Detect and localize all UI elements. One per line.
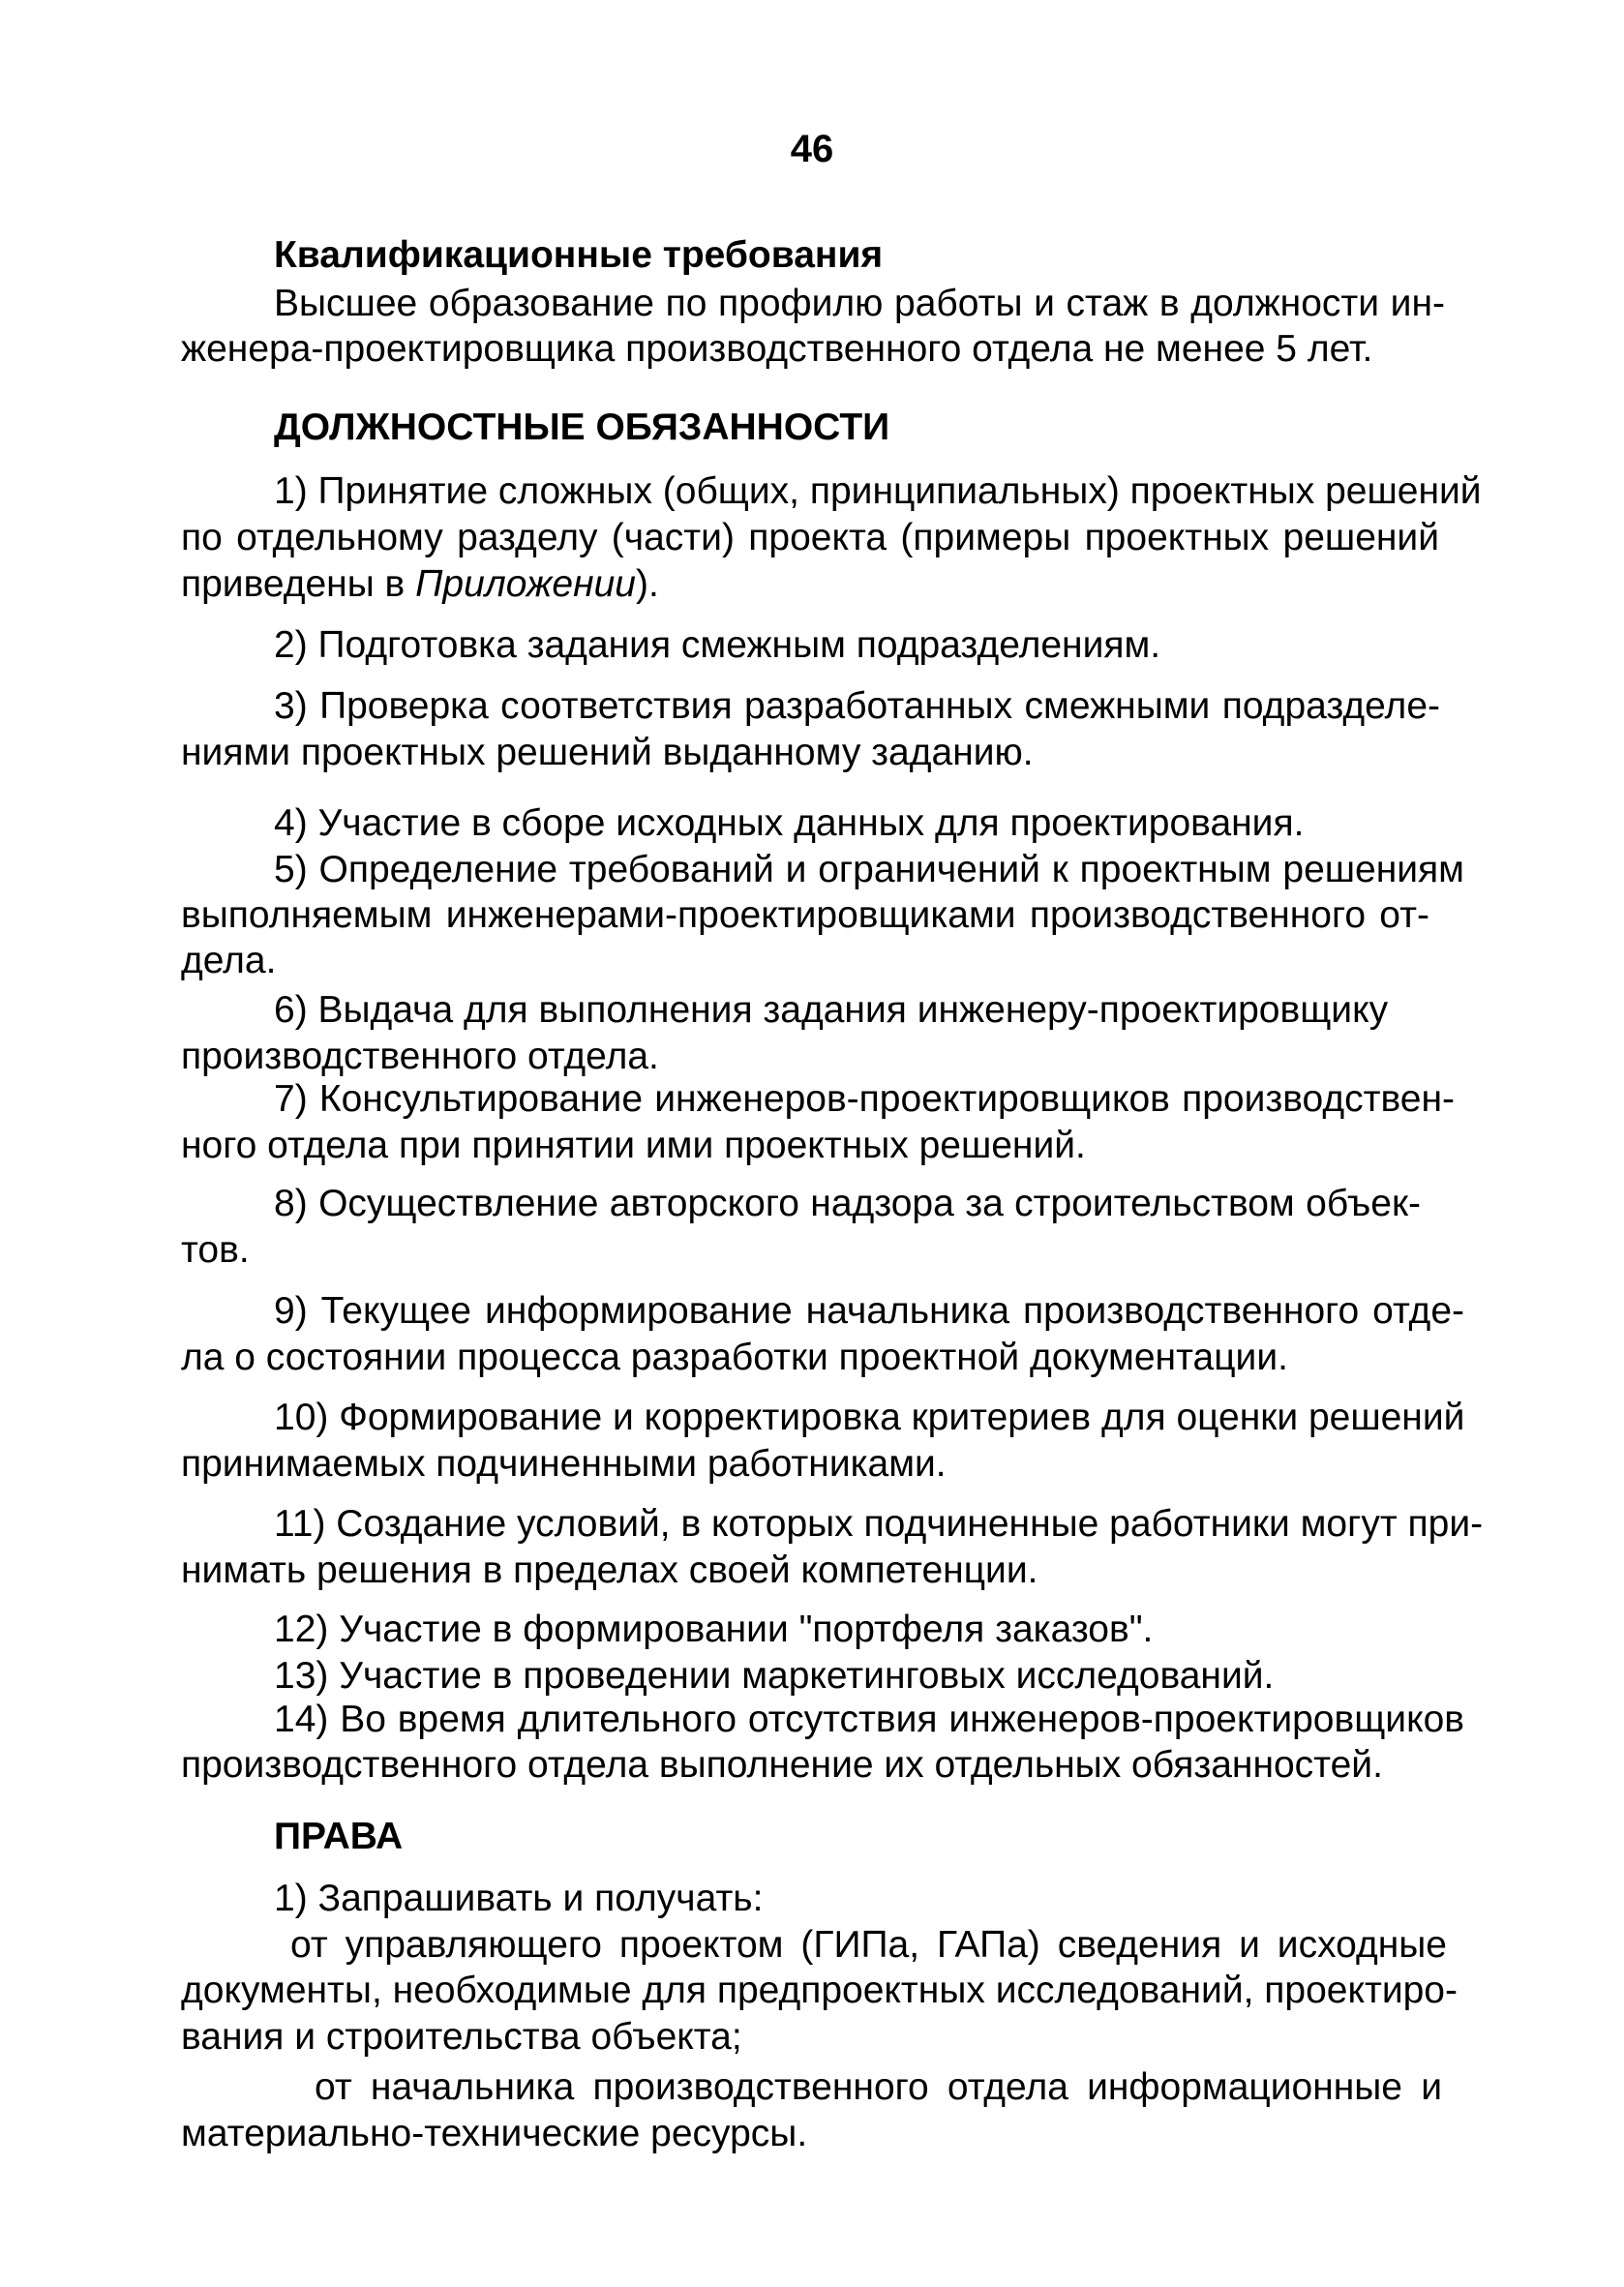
duty-1-end: ).: [635, 563, 659, 605]
duty-5-line-3: дела.: [181, 940, 277, 981]
qualification-heading: Квалификационные требования: [274, 234, 884, 276]
duty-4-line-1: 4) Участие в сборе исходных данных для проектирования.: [274, 802, 1305, 844]
duty-10-line-1: 10) Формирование и корректировка критериев для оценки решений: [274, 1397, 1465, 1438]
duty-9-line-1: 9) Текущее информирование начальника производственного отде-: [274, 1290, 1464, 1332]
duty-14-line-2: производственного отдела выполнение их отдельных обязанностей.: [181, 1744, 1383, 1786]
duties-heading: ДОЛЖНОСТНЫЕ ОБЯЗАННОСТИ: [274, 406, 890, 448]
duty-1-line-3: [181, 561, 659, 608]
duty-5-line-2: выполняемым инженерами-проектировщиками производственного от-: [181, 894, 1429, 936]
duty-1-line-1: 1) Принятие сложных (общих, принципиальных) проектных решений: [274, 470, 1482, 512]
duty-7-line-1: 7) Консультирование инженеров-проектировщиков производствен-: [274, 1078, 1455, 1120]
right-1a-line-1: от управляющего проектом (ГИПа, ГАПа) сведения и исходные: [290, 1924, 1447, 1966]
duty-6-line-1: 6) Выдача для выполнения задания инженеру-проектировщику: [274, 989, 1389, 1031]
duty-12-line-1: 12) Участие в формировании "портфеля заказов".: [274, 1609, 1154, 1650]
duty-7-line-2: ного отдела при принятии ими проектных решений.: [181, 1125, 1086, 1166]
duty-6-line-2: производственного отдела.: [181, 1036, 659, 1077]
duty-11-line-1: 11) Создание условий, в которых подчиненные работники могут при-: [274, 1503, 1484, 1545]
right-1-line-1: 1) Запрашивать и получать:: [274, 1878, 764, 1919]
rights-heading: ПРАВА: [274, 1816, 404, 1857]
duty-14-line-1: 14) Во время длительного отсутствия инженеров-проектировщиков: [274, 1699, 1464, 1740]
duty-9-line-2: ла о состоянии процесса разработки проектной документации.: [181, 1337, 1288, 1378]
qualification-line-2: женера-проектировщика производственного отдела не менее 5 лет.: [181, 328, 1373, 370]
duty-1-line-2: по отдельному разделу (части) проекта (примеры проектных решений: [181, 517, 1439, 558]
right-1a-line-2: документы, необходимые для предпроектных исследований, проектиро-: [181, 1970, 1458, 2011]
duty-11-line-2: нимать решения в пределах своей компетенции.: [181, 1550, 1038, 1591]
qualification-line-1: Высшее образование по профилю работы и стаж в должности ин-: [274, 283, 1445, 324]
duty-8-line-1: 8) Осуществление авторского надзора за строительством объек-: [274, 1183, 1421, 1224]
duty-2-line-1: 2) Подготовка задания смежным подразделениям.: [274, 624, 1161, 666]
duty-8-line-2: тов.: [181, 1229, 250, 1271]
duty-10-line-2: принимаемых подчиненными работниками.: [181, 1443, 947, 1485]
duty-3-line-1: 3) Проверка соответствия разработанных смежными подразделе-: [274, 685, 1440, 727]
page-number: 46: [790, 128, 834, 170]
duty-1-text: приведены в: [181, 563, 416, 605]
appendix-reference: Приложении: [415, 563, 636, 605]
duty-5-line-1: 5) Определение требований и ограничений к проектным решениям: [274, 849, 1464, 890]
right-1b-line-2: материально-технические ресурсы.: [181, 2113, 808, 2154]
right-1b-line-1: от начальника производственного отдела информационные и: [315, 2066, 1442, 2108]
duty-13-line-1: 13) Участие в проведении маркетинговых исследований.: [274, 1655, 1275, 1697]
right-1a-line-3: вания и строительства объекта;: [181, 2016, 742, 2058]
duty-3-line-2: ниями проектных решений выданному заданию.: [181, 732, 1034, 773]
